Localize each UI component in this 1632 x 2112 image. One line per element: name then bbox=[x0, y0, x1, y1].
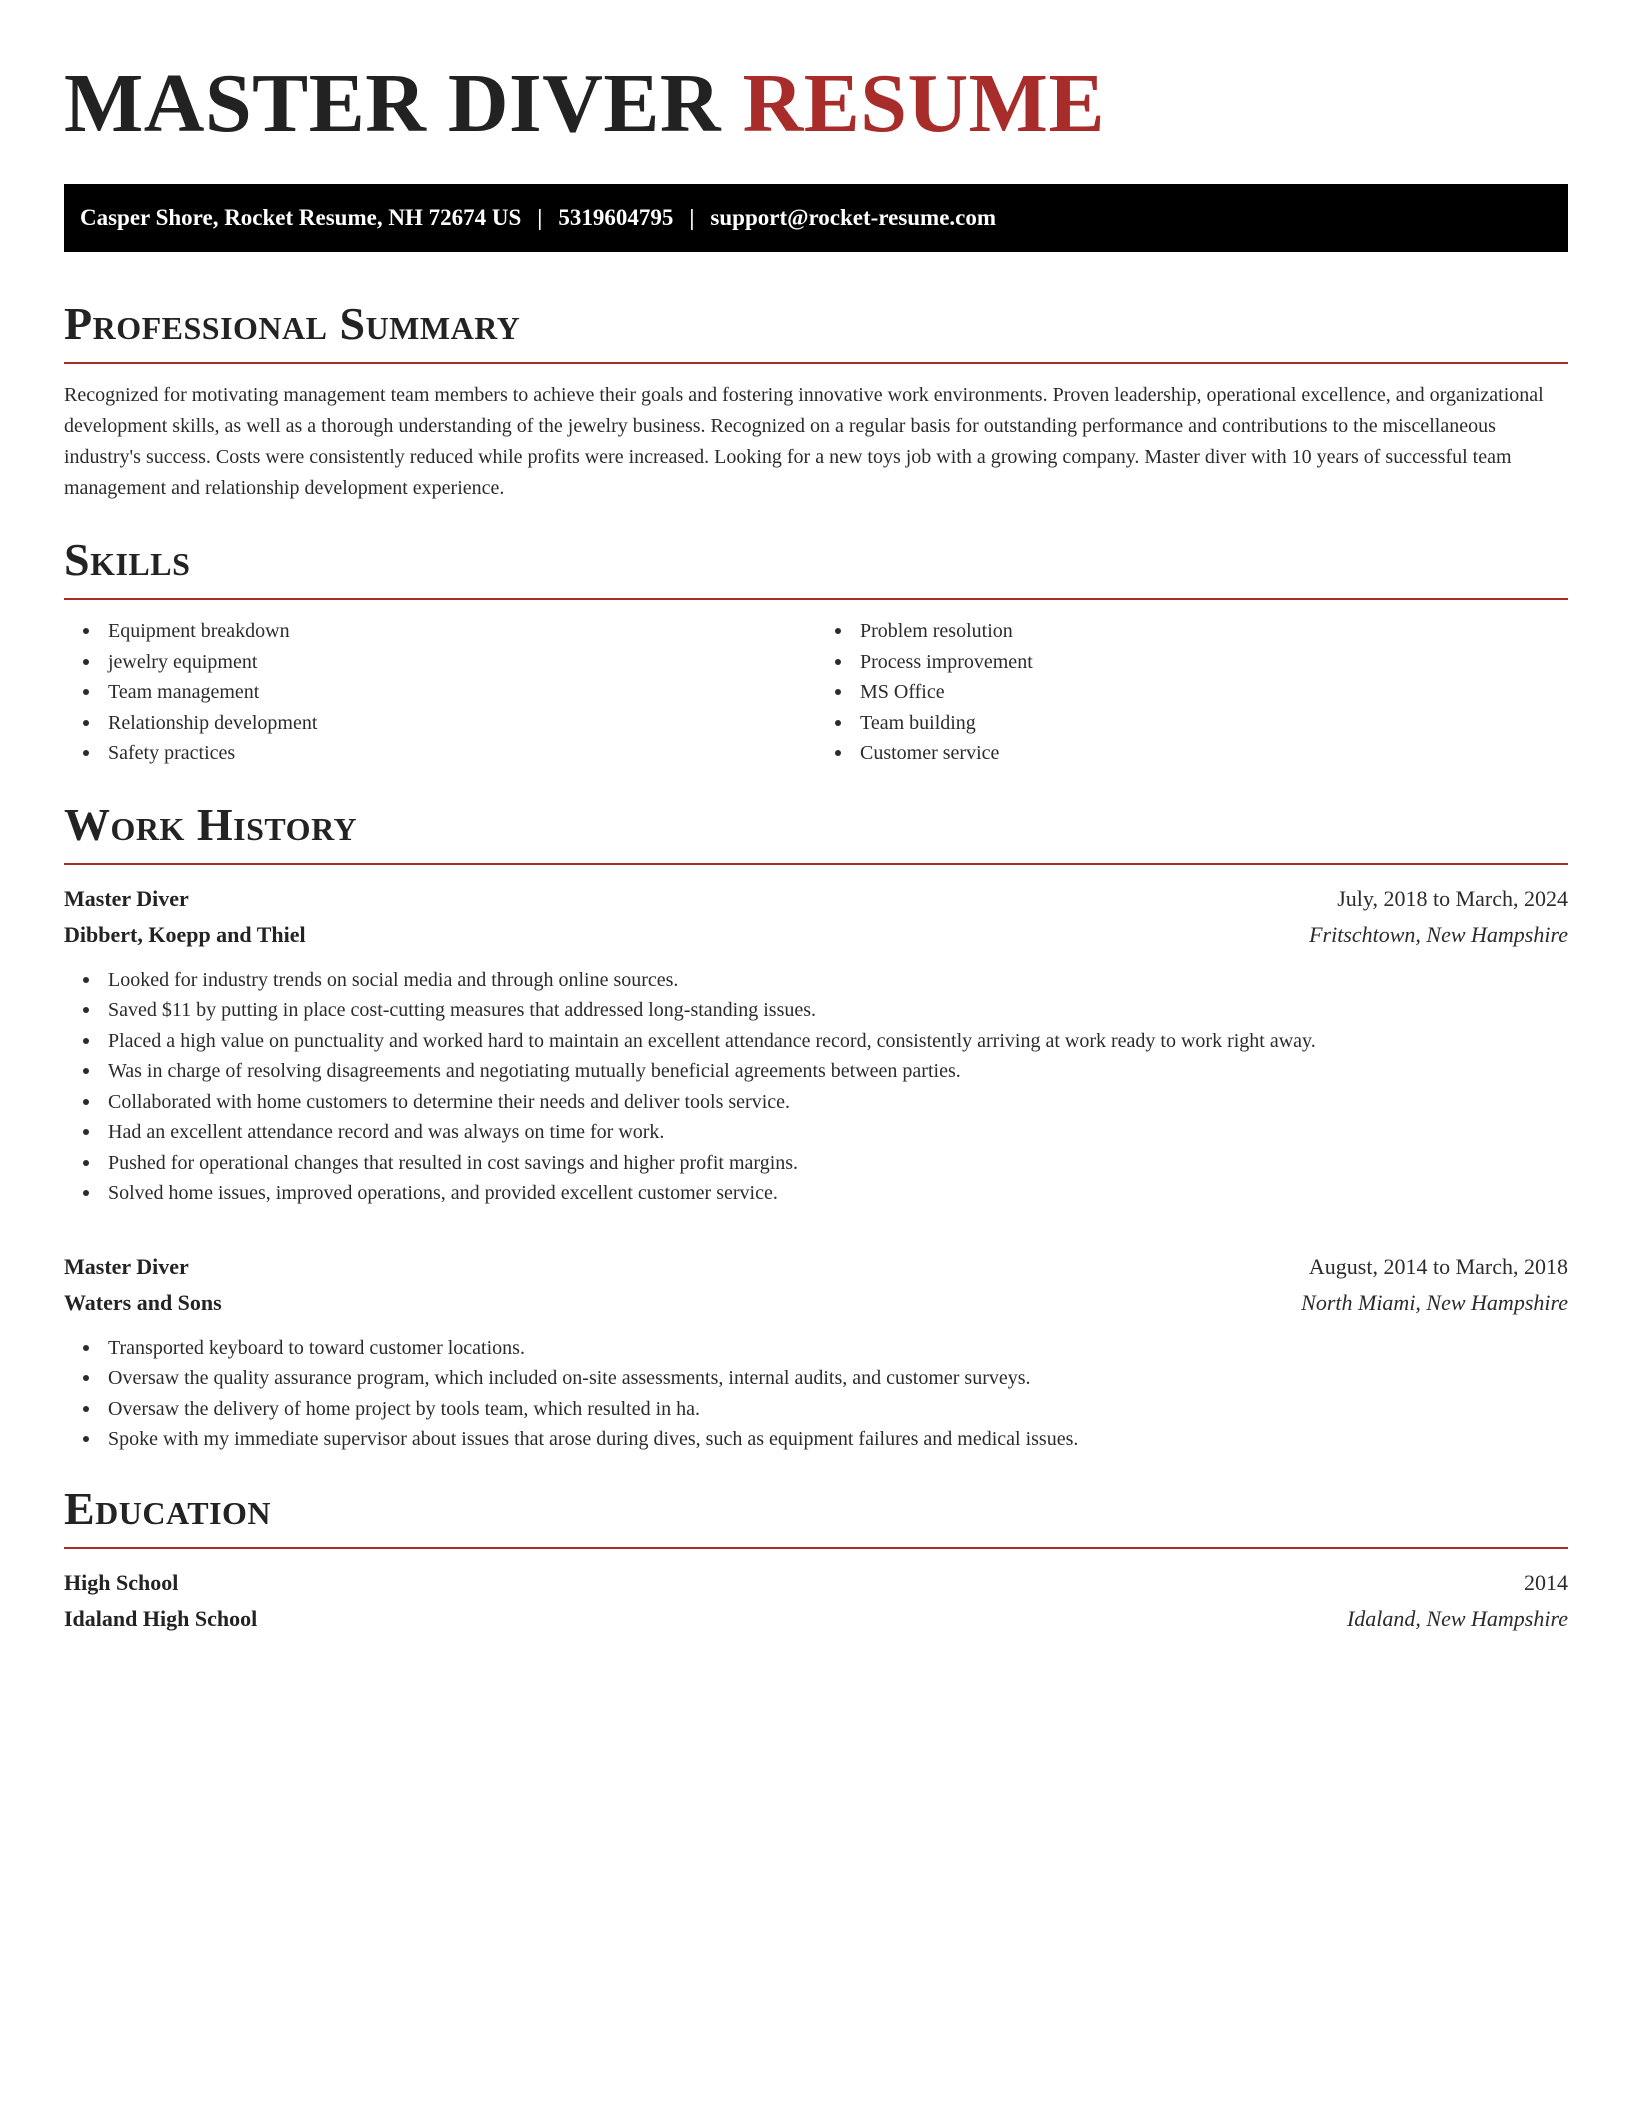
skill-item: Team building bbox=[860, 708, 1568, 739]
skill-item: Problem resolution bbox=[860, 616, 1568, 647]
education-degree: High School bbox=[64, 1569, 179, 1595]
job-company: Waters and Sons bbox=[64, 1289, 222, 1315]
education-header-row bbox=[64, 1565, 1568, 1601]
education-school: Idaland High School bbox=[64, 1605, 258, 1631]
contact-separator: | bbox=[689, 205, 695, 230]
job-header-row bbox=[64, 881, 1568, 917]
job-duty: Spoke with my immediate supervisor about issues that arose during dives, such as equipment failures and medical issues. bbox=[108, 1424, 1568, 1455]
skills-heading: Skills bbox=[64, 534, 191, 585]
job-duty: Oversaw the delivery of home project by tools team, which resulted in ha. bbox=[108, 1394, 1568, 1425]
skill-item: Process improvement bbox=[860, 647, 1568, 678]
skill-item: Equipment breakdown bbox=[108, 616, 816, 647]
job-duties-list bbox=[64, 1333, 1568, 1455]
skill-item: MS Office bbox=[860, 677, 1568, 708]
skills-list-right bbox=[816, 616, 1568, 769]
job-location: North Miami, New Hampshire bbox=[1301, 1289, 1568, 1315]
job-dates: August, 2014 to March, 2018 bbox=[1308, 1253, 1568, 1279]
title-accent: RESUME bbox=[742, 57, 1105, 150]
job-duty: Collaborated with home customers to determine their needs and deliver tools service. bbox=[108, 1087, 1568, 1118]
job-dates: July, 2018 to March, 2024 bbox=[1337, 885, 1568, 911]
summary-text: Recognized for motivating management team members to achieve their goals and fostering innovative work environments. Proven leadership, operational excellence, and organizational development skills, as well as a thorough understanding of the jewelry business. Recognized on a regular basis for outstanding performance and contributions to the miscellaneous industry's success. Costs were consistently reduced while profits were increased. Looking for a new toys job with a growing company. Master diver with 10 years of successful team management and relationship development experience. bbox=[64, 384, 1544, 499]
job-title: Master Diver bbox=[64, 885, 189, 911]
job-duty: Looked for industry trends on social media and through online sources. bbox=[108, 965, 1568, 996]
education-entry bbox=[64, 1565, 1568, 1637]
job-company: Dibbert, Koepp and Thiel bbox=[64, 921, 306, 947]
job-duty: Solved home issues, improved operations, and provided excellent customer service. bbox=[108, 1178, 1568, 1209]
skills-columns bbox=[64, 616, 1568, 769]
job-duty: Saved $11 by putting in place cost-cutting measures that addressed long-standing issues. bbox=[108, 995, 1568, 1026]
job-duty: Transported keyboard to toward customer locations. bbox=[108, 1333, 1568, 1364]
work-history-heading: Work History bbox=[64, 798, 358, 850]
skill-item: Relationship development bbox=[108, 708, 816, 739]
contact-address: Casper Shore, Rocket Resume, NH 72674 US bbox=[80, 205, 522, 230]
skill-item: jewelry equipment bbox=[108, 647, 816, 678]
contact-email: support@rocket-resume.com bbox=[710, 205, 997, 230]
education-year: 2014 bbox=[1524, 1569, 1568, 1595]
job-duty: Oversaw the quality assurance program, which included on-site assessments, internal audits, and customer surveys. bbox=[108, 1363, 1568, 1394]
job-duty: Placed a high value on punctuality and worked hard to maintain an excellent attendance record, consistently arriving at work ready to work right away. bbox=[108, 1026, 1568, 1057]
job-entry bbox=[64, 881, 1568, 1209]
job-duty: Pushed for operational changes that resulted in cost savings and higher profit margins. bbox=[108, 1148, 1568, 1179]
section-divider bbox=[64, 1547, 1568, 1549]
job-company-row bbox=[64, 1285, 1568, 1321]
job-title: Master Diver bbox=[64, 1253, 189, 1279]
skills-section bbox=[64, 534, 1568, 769]
summary-heading: Professional Summary bbox=[64, 298, 521, 349]
job-duty: Was in charge of resolving disagreements and negotiating mutually beneficial agreements between parties. bbox=[108, 1056, 1568, 1087]
resume-title bbox=[64, 56, 1568, 152]
education-section bbox=[64, 1483, 1568, 1637]
education-heading: Education bbox=[64, 1482, 272, 1534]
job-duties-list bbox=[64, 965, 1568, 1209]
section-divider bbox=[64, 362, 1568, 364]
title-main: MASTER DIVER bbox=[64, 57, 722, 150]
contact-separator: | bbox=[537, 205, 543, 230]
contact-bar bbox=[64, 184, 1568, 252]
job-company-row bbox=[64, 917, 1568, 953]
education-location: Idaland, New Hampshire bbox=[1346, 1605, 1568, 1631]
section-divider bbox=[64, 863, 1568, 865]
skills-list-left bbox=[64, 616, 816, 769]
job-header-row bbox=[64, 1249, 1568, 1285]
skill-item: Team management bbox=[108, 677, 816, 708]
contact-phone: 5319604795 bbox=[558, 205, 674, 230]
work-history-section bbox=[64, 799, 1568, 1455]
job-entry bbox=[64, 1249, 1568, 1455]
skill-item: Customer service bbox=[860, 738, 1568, 769]
summary-section bbox=[64, 298, 1568, 504]
skill-item: Safety practices bbox=[108, 738, 816, 769]
job-location: Fritschtown, New Hampshire bbox=[1309, 921, 1568, 947]
job-duty: Had an excellent attendance record and was always on time for work. bbox=[108, 1117, 1568, 1148]
section-divider bbox=[64, 598, 1568, 600]
education-school-row bbox=[64, 1601, 1568, 1637]
